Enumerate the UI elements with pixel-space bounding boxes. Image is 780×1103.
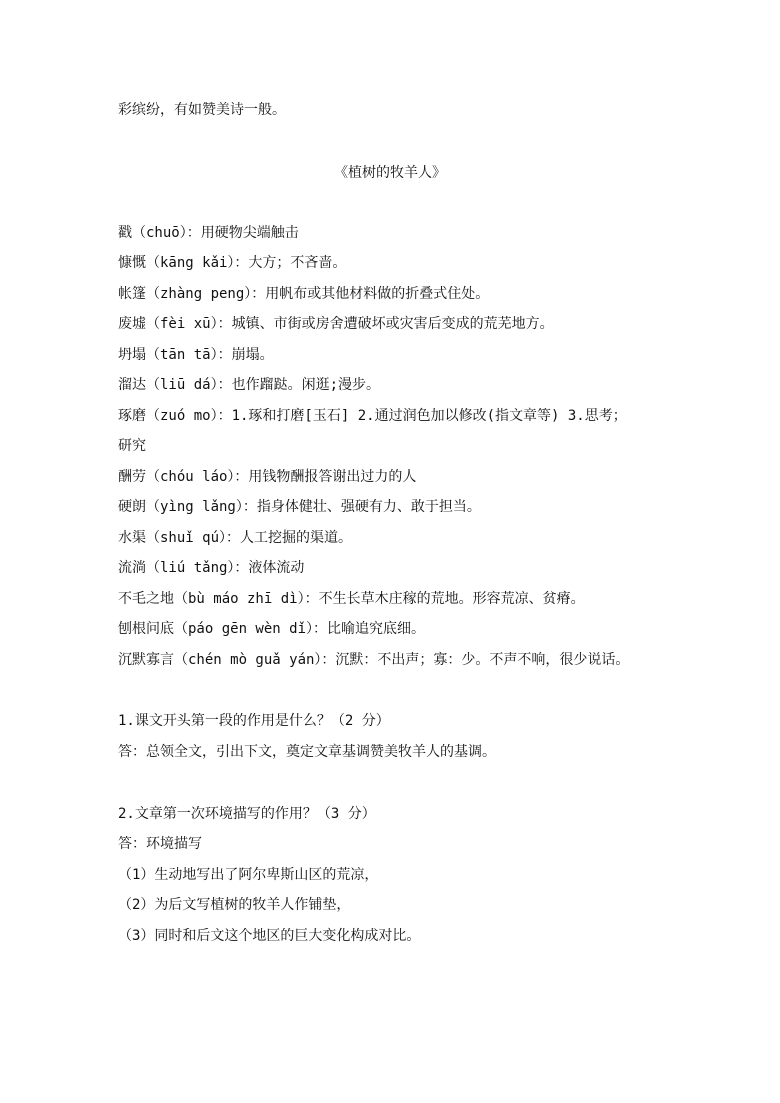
- vocab-item: 刨根问底（páo gēn wèn dǐ）：比喻追究底细。: [118, 621, 426, 637]
- vocab-item: 坍塌（tān tā）：崩塌。: [118, 347, 274, 363]
- vocab-item: 不毛之地（bù máo zhī dì）：不生长草木庄稼的荒地。形容荒凉、贫瘠。: [118, 591, 585, 607]
- vocab-item: 水渠（shuǐ qú）：人工挖掘的渠道。: [118, 530, 353, 546]
- vocab-item: 琢磨（zuó mo）：1.琢和打磨[玉石] 2.通过润色加以修改(指文章等) 3.思考；: [118, 408, 627, 424]
- vocab-item: 硬朗（yìng lǎng）：指身体健壮、强硬有力、敢于担当。: [118, 499, 481, 515]
- answer-text: 答：环境描写: [118, 836, 202, 852]
- answer-point: （3）同时和后文这个地区的巨大变化构成对比。: [118, 928, 421, 944]
- vocab-item: 沉默寡言（chén mò guǎ yán）：沉默：不出声；寡：少。不声不响，很少说话。: [118, 652, 630, 668]
- vocab-item: 戳（chuō）：用硬物尖端触击: [118, 225, 299, 241]
- section-title: 《植树的牧羊人》: [334, 165, 446, 181]
- vocab-item: 溜达（liū dá）：也作蹓跶。闲逛;漫步。: [118, 377, 381, 393]
- answer-text: 答：总领全文，引出下文，奠定文章基调赞美牧羊人的基调。: [118, 744, 496, 760]
- answer-point: （1）生动地写出了阿尔卑斯山区的荒凉，: [118, 867, 379, 883]
- vocab-item: 帐篷（zhàng peng）：用帆布或其他材料做的折叠式住处。: [118, 286, 490, 302]
- intro-continuation: 彩缤纷，有如赞美诗一般。: [118, 102, 286, 118]
- vocab-item-continuation: 研究: [118, 438, 146, 454]
- vocab-item: 废墟（fèi xū）：城镇、市街或房舍遭破坏或灾害后变成的荒芜地方。: [118, 316, 554, 332]
- vocab-item: 酬劳（chóu láo）：用钱物酬报答谢出过力的人: [118, 469, 417, 485]
- vocab-item: 流淌（liú tǎng）：液体流动: [118, 560, 305, 576]
- answer-point: （2）为后文写植树的牧羊人作铺垫，: [118, 897, 351, 913]
- vocab-item: 慷慨（kāng kǎi）：大方；不吝啬。: [118, 255, 347, 271]
- question-text: 1.课文开头第一段的作用是什么？（2 分）: [118, 713, 390, 729]
- question-text: 2.文章第一次环境描写的作用？（3 分）: [118, 806, 376, 822]
